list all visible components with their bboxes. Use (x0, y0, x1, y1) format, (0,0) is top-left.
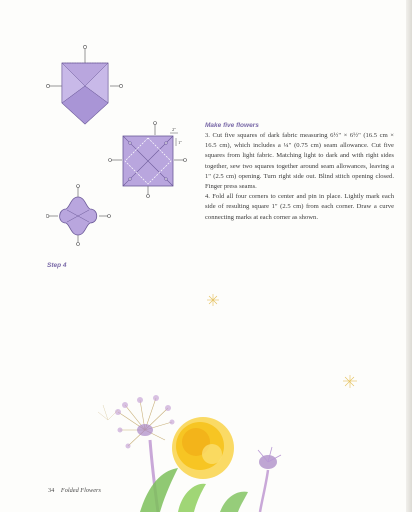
page-footer (48, 487, 101, 494)
dimension-mark-side: 1" (178, 140, 183, 145)
dandelion-seed-small (207, 294, 219, 306)
book-title: Folded Flowers (60, 487, 101, 494)
step-4-label: Step 4 (47, 262, 67, 269)
page-number: 34 (48, 487, 55, 494)
dandelion-seed-small-right (343, 375, 357, 388)
dandelion-yellow-flower (172, 417, 234, 479)
instruction-step-3: 3. Cut five squares of dark fabric measuring 6½" × 6½" (16.5 cm × 16.5 cm), which includes a ¼" (0.75 cm) seam allowance. Cut five squares from light fabric. Matching light to dark and with right sides together, sew two squares together around seam allowances, leaving a 1" (2.5 cm) opening. Turn right side out. Blind stitch opening closed. Finger press seams. (205, 132, 394, 191)
dandelion-bud (258, 447, 281, 469)
dimension-mark-top: 2" (172, 127, 177, 132)
instruction-step-4: 4. Fold all four corners to center and pin in place. Lightly mark each side of resulting square 1" (2.5 cm) from each corner. Draw a curve connecting marks at each corner as shown. (205, 193, 394, 221)
section-heading: Make five flowers (205, 122, 259, 129)
